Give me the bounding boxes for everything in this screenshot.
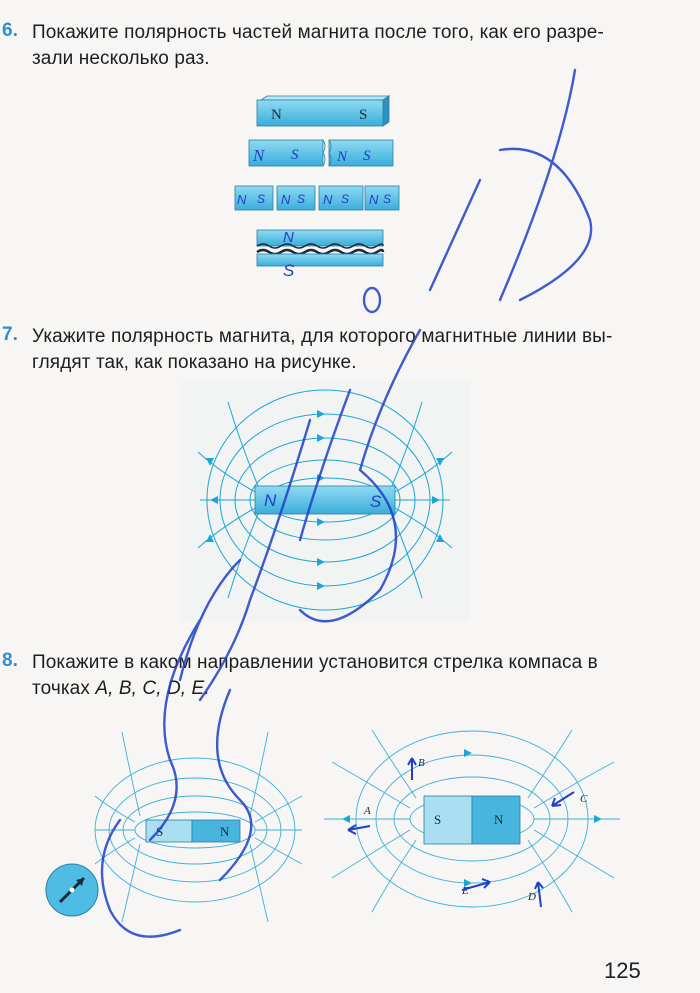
task-text-line: глядят так, как показано на рисунке.	[32, 352, 357, 373]
handwritten-pole: N	[337, 149, 348, 165]
task-number: 6.	[2, 20, 18, 41]
point-list: A, B, C, D, E.	[95, 678, 210, 699]
task-number: 8.	[2, 650, 18, 671]
point-label-e: E	[462, 885, 469, 897]
magnet-pole-label: N	[220, 824, 230, 839]
point-label-b: B	[418, 757, 425, 769]
handwritten-pole: N	[264, 491, 277, 510]
task-text-line: Покажите полярность частей магнита после того, как его разре-	[32, 22, 604, 43]
handwritten-pole: S	[283, 261, 295, 280]
handwritten-pole: S	[370, 492, 382, 511]
task-text-line: зали несколько раз.	[32, 48, 210, 69]
handwritten-pole: N	[283, 229, 294, 246]
handwritten-pole: S	[363, 148, 371, 164]
point-label-d: D	[528, 891, 536, 903]
handwritten-pole: S	[257, 192, 266, 206]
handwritten-pole: S	[291, 147, 299, 163]
magnet-pole-label: N	[494, 812, 504, 827]
task-text-prefix: точках	[32, 678, 96, 699]
task-text-line: Покажите в каком направлении установится стрелка компаса в	[32, 652, 598, 673]
handwritten-pole: N	[253, 146, 265, 165]
task-number: 7.	[2, 324, 18, 345]
point-label-a: A	[364, 805, 371, 817]
handwritten-pole: S	[383, 192, 392, 206]
handwritten-pole: S	[297, 192, 306, 206]
magnet-pole-label: S	[359, 107, 368, 123]
page-number: 125	[604, 958, 641, 983]
magnet-pole-label: N	[271, 107, 282, 123]
handwritten-pole: N	[323, 192, 333, 207]
magnet-pole-label: S	[156, 824, 164, 839]
point-label-c: C	[580, 793, 588, 805]
magnet-pole-label: S	[434, 812, 442, 827]
task-text-line: Укажите полярность магнита, для которого магнитные линии вы-	[32, 326, 613, 347]
handwritten-pole: N	[281, 192, 291, 207]
handwritten-pole: N	[369, 192, 379, 207]
handwritten-pole: N	[237, 192, 247, 207]
handwritten-pole: S	[341, 192, 350, 206]
